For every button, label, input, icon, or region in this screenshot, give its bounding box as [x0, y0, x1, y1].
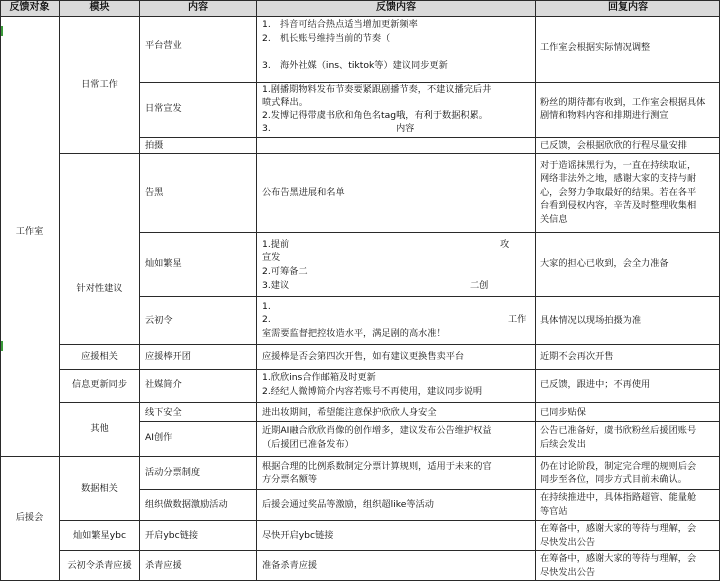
grid-line: [140, 137, 720, 138]
feedback-offline: 进出妆期间，希望能注意保护欣欣人身安全: [262, 407, 437, 418]
feedback-line: 近期AI融合欣欣肖像的创作增多，建议发布公告维护权益: [262, 425, 492, 436]
grid-line: [60, 520, 720, 521]
reply-line: 粉丝的期待都有收到，工作室会根据具体: [540, 97, 706, 108]
module-label-other: 其他: [90, 423, 109, 434]
grid-line: [535, 0, 536, 581]
feedback-line: 1. 抖音可结合热点适当增加更新频率: [262, 19, 418, 30]
header-reply: 回复内容: [608, 2, 648, 13]
module-label-info-sync: 信息更新同步: [71, 379, 128, 390]
grid-line: [140, 421, 720, 422]
content-report: 告黑: [145, 187, 164, 198]
content-kill: 杀青应援: [145, 560, 182, 571]
grid-line: [60, 344, 720, 345]
feedback-line: 2.发博记得带虞书欣和角色名tag哦，有利于数据积累。: [262, 110, 488, 121]
feedback-line: 二创: [470, 280, 489, 291]
group-label-studio: 工作室: [15, 226, 44, 237]
feedback-line: 1.提前: [262, 239, 290, 250]
reply-shoot: 已反馈，会根据欣欣的行程尽量安排: [540, 140, 687, 151]
reply-line: 仍在讨论阶段，制定完合理的规则后会: [540, 461, 697, 472]
reply-support-open: 近期不会再次开售: [540, 351, 614, 362]
module-label-daily: 日常工作: [81, 79, 118, 90]
grid-line: [60, 550, 720, 551]
content-support-open: 应援棒开团: [145, 351, 191, 362]
content-platform: 平台营业: [145, 40, 182, 51]
module-label-targeted: 针对性建议: [76, 283, 123, 294]
feedback-line: 3. 海外社媒（ins、tiktok等）建议同步更新: [262, 60, 448, 71]
group-label-fanclub: 后援会: [15, 512, 44, 523]
grid-line: [140, 489, 720, 490]
reply-line: 对于造谣抹黑行为，一直在持续取证，: [540, 160, 697, 171]
feedback-line: 2.经纪人微博简介内容若账号不再使用，建议同步说明: [262, 386, 483, 397]
reply-line: 台看到侵权内容，辛苦及时整理收集相: [540, 200, 697, 211]
feedback-ybc-link: 尽快开启ybc链接: [262, 530, 334, 541]
reply-line: 同步至各位，同步方式目前未确认。: [540, 474, 687, 485]
reply-yunchu: 具体情况以现场拍摄为准: [540, 315, 642, 326]
content-social: 社媒简介: [145, 379, 182, 390]
feedback-line: 宣发: [262, 252, 281, 263]
feedback-line: 内容: [396, 123, 415, 134]
reply-line: 后续会发出: [540, 439, 586, 450]
grid-line: [0, 16, 720, 17]
grid-line: [140, 296, 720, 297]
feedback-kill: 准备杀青应援: [262, 560, 318, 571]
reply-line: 在筹备中，感谢大家的等待与理解，会: [540, 523, 697, 534]
feedback-line: 攻: [500, 239, 510, 250]
reply-line: 在筹备中，感谢大家的等待与理解，会: [540, 553, 697, 564]
feedback-line: 1.欣欣ins合作邮箱及时更新: [262, 372, 376, 383]
grid-line: [60, 369, 720, 370]
feedback-line: 1.: [262, 301, 271, 312]
reply-line: 尽快发出公告: [540, 537, 596, 548]
reply-social: 已反馈，跟进中；不再使用: [540, 379, 651, 390]
grid-line: [0, 456, 720, 457]
reply-offline: 已同步贴保: [540, 407, 586, 418]
feedback-line: 2.: [262, 314, 271, 325]
content-shoot: 拍摄: [145, 140, 164, 151]
header-module: 模块: [89, 2, 110, 13]
grid-line: [140, 232, 720, 233]
content-ai: AI创作: [145, 432, 173, 443]
feedback-line: 3.建议: [262, 280, 290, 291]
grid-line: [60, 402, 720, 403]
header-target: 反馈对象: [9, 2, 50, 13]
reply-line: 心，会努力争取最好的结果。若在各平: [540, 187, 697, 198]
grid-line: [139, 0, 140, 581]
feedback-line: 1.剧播期物料发布节奏要紧跟剧播节奏，不建议播完后井: [262, 84, 492, 95]
reply-line: 关信息: [540, 214, 568, 225]
content-incentive: 组织做数据激励活动: [145, 499, 228, 510]
feedback-line: （后援团已准备发布）: [262, 439, 354, 450]
reply-line: 网络非法外之地，感谢大家的支持与耐: [540, 173, 697, 184]
reply-line: 公告已准备好，虞书欣粉丝后援团账号: [540, 425, 697, 436]
feedback-line: 2.可筹备二: [262, 266, 308, 277]
reply-line: 等官站: [540, 506, 568, 517]
feedback-line: 室需要监督把控妆造水平，满足剧的高水准！: [262, 328, 446, 339]
grid-line: [0, 0, 1, 581]
feedback-line: 根据合理的比例系数制定分票计算规则，适用于未来的官: [262, 461, 492, 472]
content-canru: 灿如繁星: [145, 258, 182, 269]
module-label-ybc: 灿如繁星ybc: [72, 530, 127, 541]
content-ybc-link: 开启ybc链接: [145, 530, 199, 541]
module-label-data: 数据相关: [81, 483, 118, 494]
header-content: 内容: [188, 2, 208, 13]
content-activity: 活动分票制度: [145, 467, 201, 478]
reply-line: 尽快发出公告: [540, 567, 596, 578]
content-promo: 日常宣发: [145, 103, 182, 114]
reply-platform: 工作室会根据实际情况调整: [540, 42, 651, 53]
feedback-line: 3.: [262, 123, 271, 134]
content-yunchu: 云初令: [145, 315, 173, 326]
feedback-line: 工作: [508, 314, 527, 325]
reply-line: 在持续推进中，具体指路超管、能量舱: [540, 492, 697, 503]
reply-line: 剧情和物料内容和排期进行测宣: [540, 110, 669, 121]
grid-line: [60, 153, 720, 154]
reply-canru: 大家的担心已收到，会全力准备: [540, 258, 669, 269]
feedback-line: 2. 机长账号维持当前的节奏（: [262, 33, 391, 44]
module-label-support: 应援相关: [81, 351, 118, 362]
content-offline: 线下安全: [145, 407, 182, 418]
feedback-support-open: 应援棒是否会第四次开售，如有建议更换售卖平台: [262, 351, 465, 362]
header-feedback: 反馈内容: [376, 2, 416, 13]
grid-line: [256, 0, 257, 581]
module-label-kill-green: 云初令杀青应援: [67, 560, 132, 571]
feedback-report: 公布告黑进展和名单: [262, 187, 345, 198]
feedback-incentive: 后援会通过奖品等激励，组织超like等活动: [262, 499, 434, 510]
feedback-line: 方分票名额等: [262, 474, 318, 485]
feedback-line: 喷式释出。: [262, 97, 308, 108]
